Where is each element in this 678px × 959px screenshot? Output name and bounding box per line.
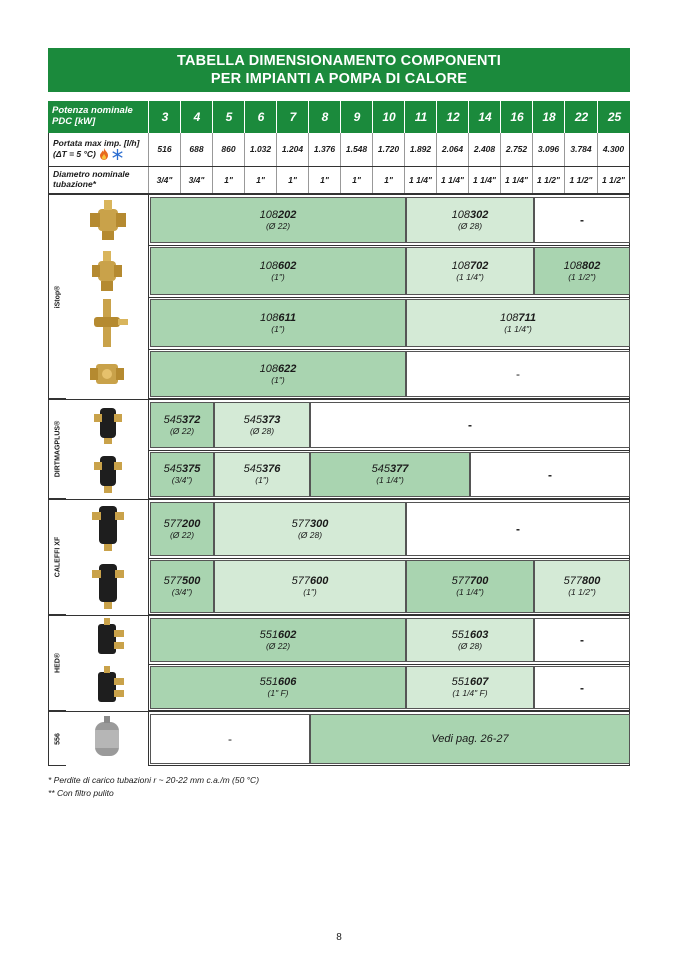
title-line-1: TABELLA DIMENSIONAMENTO COMPONENTI [177,53,501,69]
flow-value: 516 [148,133,180,166]
code-suffix: 377 [390,463,409,475]
product-spec: (Ø 22) [265,640,291,651]
power-label-line2: PDC [kW] [52,116,96,127]
diameter-value: 1" [212,167,244,193]
expansion-vessel-icon [66,712,149,766]
power-value: 14 [468,101,501,133]
diameter-value: 3/4" [148,167,180,193]
istop-group [48,194,630,399]
product-row [66,245,629,298]
product-cell [406,666,534,709]
hed-group [48,615,630,711]
product-row [66,349,629,399]
power-header-label [52,105,148,127]
code-suffix: 602 [278,628,297,641]
product-row [66,664,629,711]
product-cell [406,247,534,295]
product-cell [150,197,406,243]
flow-value: 2.752 [500,133,532,166]
code-prefix: 577 [291,517,310,530]
code-prefix: 545 [243,463,262,475]
group-label [49,400,67,498]
product-cell [406,560,534,613]
code-prefix: 577 [563,575,582,587]
code-prefix: 551 [259,676,278,688]
code-prefix: 108 [259,259,278,272]
flow-label-line2: (ΔT = 5 °C) [53,149,96,159]
product-cell [150,351,406,397]
group-label-text: DIRTMAGPLUS® [54,420,61,478]
flow-value: 1.032 [244,133,276,166]
diameter-value: 1 1/4" [500,167,532,193]
diameter-value: 1 1/2" [564,167,597,193]
product-spec: (Ø 22) [169,425,195,436]
group-label [49,712,67,765]
code-prefix: 108 [259,208,278,221]
code-suffix: 606 [278,676,297,688]
power-header-row [48,101,630,133]
code-suffix: 602 [278,259,297,272]
code-prefix: 108 [563,259,582,272]
diameter-value: 1" [308,167,340,193]
filter-icon [66,500,149,558]
product-cell [150,452,214,497]
code-suffix: 607 [470,676,489,688]
flow-value: 1.204 [276,133,308,166]
group-label-text: HED® [54,653,61,673]
diameter-value: 1" [244,167,276,193]
valve-with-drain-icon [66,297,149,349]
code-prefix: 551 [451,676,470,688]
ball-valve-icon [66,245,149,297]
power-value: 7 [276,101,309,133]
page-reference: Vedi pag. 26-27 [431,733,509,745]
product-cell [534,247,630,295]
product-row [66,195,629,246]
power-value: 3 [148,101,181,133]
product-cell [406,197,534,243]
dash: - [580,633,584,647]
diameter-value: 1 1/2" [532,167,564,193]
code-suffix: 603 [470,628,489,641]
product-row [66,400,629,451]
group-label [49,195,67,398]
diameter-value: 1" [372,167,404,193]
group-label [49,616,67,710]
product-spec: (1 1/4") [456,271,484,282]
snowflake-icon [112,149,123,160]
empty-cell [534,197,630,243]
product-spec: (1") [271,271,285,282]
footnote-2: ** Con filtro pulito [48,788,114,798]
product-spec: (1") [271,323,285,334]
product-row [66,297,629,350]
product-row [66,558,629,615]
product-cell [214,452,310,497]
diameter-row [48,167,630,194]
page-number: 8 [336,932,342,943]
power-value: 10 [372,101,405,133]
product-cell [150,560,214,613]
code-prefix: 545 [243,413,262,426]
product-spec: (1") [255,475,269,485]
code-prefix: 108 [500,311,519,324]
product-row [66,616,629,665]
power-value: 4 [180,101,213,133]
empty-cell [534,618,630,662]
diameter-value: 1" [276,167,308,193]
product-spec: (1 1/4") [456,587,484,597]
flame-icon [99,148,109,160]
code-suffix: 611 [278,311,296,324]
flow-value: 2.408 [468,133,500,166]
code-suffix: 372 [182,413,201,426]
product-spec: (1 1/4" F) [452,688,488,698]
diameter-value: 3/4" [180,167,212,193]
code-prefix: 108 [260,311,279,324]
product-row [66,450,629,499]
dash: - [580,680,584,695]
ball-valve-icon [66,195,149,245]
group-label-text: iStop® [54,285,61,308]
power-value: 11 [404,101,437,133]
product-cell [150,618,406,662]
power-value: 16 [500,101,533,133]
product-spec: (1") [303,587,317,597]
product-spec: (1 1/2") [568,587,596,597]
flow-value: 3.784 [564,133,597,166]
code-suffix: 802 [582,259,601,272]
title-line-2: PER IMPIANTI A POMPA DI CALORE [210,71,468,87]
expansion-vessel-group [48,711,630,766]
product-spec: (Ø 28) [457,640,483,651]
dash: - [516,522,520,536]
empty-cell [310,402,630,448]
flow-value: 1.376 [308,133,340,166]
code-suffix: 702 [470,259,489,272]
code-suffix: 376 [262,463,281,475]
code-prefix: 551 [259,628,278,641]
code-suffix: 202 [278,208,297,221]
product-cell [150,502,214,556]
product-spec: (Ø 28) [249,425,275,436]
power-value: 22 [564,101,598,133]
code-prefix: 108 [259,362,278,375]
flow-value: 1.548 [340,133,372,166]
dirt-separator-icon [66,450,149,499]
product-cell [150,402,214,448]
product-cell [150,299,406,347]
product-cell [214,560,406,613]
code-prefix: 108 [451,208,470,221]
code-suffix: 500 [182,575,201,587]
code-prefix: 577 [451,575,470,587]
product-row [66,712,629,766]
flow-value: 1.892 [404,133,436,166]
product-cell [406,299,630,347]
flow-rate-row [48,133,630,167]
hydraulic-separator-icon [66,616,149,664]
flow-value: 1.720 [372,133,404,166]
empty-cell [150,714,310,764]
flow-value: 860 [212,133,244,166]
flow-value: 4.300 [597,133,629,166]
page-reference-cell [310,714,630,764]
product-cell [406,618,534,662]
code-suffix: 302 [470,208,489,221]
code-suffix: 700 [470,575,489,587]
flow-value: 688 [180,133,212,166]
flow-value: 3.096 [532,133,564,166]
product-cell [214,402,310,448]
product-cell [150,247,406,295]
empty-cell [470,452,630,497]
footnote-1: * Perdite di carico tubazioni r ~ 20-22 mm c.a./m (50 °C) [48,775,260,785]
code-prefix: 551 [451,628,470,641]
dirt-separator-icon [66,400,149,450]
dash: - [516,367,520,381]
page-title [48,48,630,92]
diameter-label-line1: Diametro nominale [53,169,130,179]
dash: - [548,467,552,482]
code-prefix: 577 [163,575,182,587]
power-label-line1: Potenza nominale [52,105,133,116]
group-label-text: 556 [54,732,61,745]
fitting-icon [66,349,149,399]
product-spec: (1") [271,374,285,385]
filter-icon [66,558,149,615]
diameter-label [53,169,130,189]
empty-cell [406,502,630,556]
group-label [49,500,67,614]
code-suffix: 600 [310,575,329,587]
product-row [66,500,629,559]
code-prefix: 545 [371,463,390,475]
dash: - [228,732,232,746]
product-cell [310,452,470,497]
code-suffix: 373 [262,413,281,426]
group-label-text: CALEFFI XF [54,536,61,578]
product-cell [534,560,630,613]
power-value: 9 [340,101,373,133]
power-value: 5 [212,101,245,133]
diameter-value: 1 1/4" [468,167,500,193]
empty-cell [534,666,630,709]
product-spec: (Ø 28) [297,529,323,540]
diameter-label-line2: tubazione* [53,179,96,189]
dirtmagplus-group [48,399,630,499]
product-spec: (Ø 22) [169,529,195,540]
code-suffix: 375 [182,463,201,475]
code-prefix: 545 [163,463,182,475]
code-prefix: 108 [451,259,470,272]
diameter-value: 1 1/2" [597,167,629,193]
flow-value: 2.064 [436,133,468,166]
empty-cell [406,351,630,397]
product-cell [150,666,406,709]
code-suffix: 711 [518,311,536,324]
code-prefix: 577 [291,575,310,587]
diameter-value: 1" [340,167,372,193]
product-spec: (1" F) [267,688,289,698]
product-cell [214,502,406,556]
diameter-value: 1 1/4" [436,167,468,193]
code-suffix: 622 [278,362,297,375]
code-suffix: 200 [182,517,201,530]
product-spec: (1 1/4") [504,323,532,334]
flow-rate-label [53,138,139,160]
code-prefix: 577 [163,517,182,530]
code-suffix: 300 [310,517,329,530]
power-value: 12 [436,101,469,133]
dash: - [580,213,584,227]
product-spec: (1 1/4") [376,475,404,485]
power-value: 8 [308,101,341,133]
power-value: 25 [597,101,631,133]
hydraulic-separator-icon [66,664,149,711]
diameter-value: 1 1/4" [404,167,436,193]
product-spec: (3/4") [171,475,193,485]
product-spec: (1 1/2") [568,271,596,282]
flow-label-line1: Portata max imp. [l/h] [53,138,140,148]
power-value: 18 [532,101,565,133]
code-suffix: 800 [582,575,601,587]
product-spec: (Ø 22) [265,220,291,231]
code-prefix: 545 [163,413,182,426]
caleffi-xf-group [48,499,630,615]
product-spec: (Ø 28) [457,220,483,231]
power-value: 6 [244,101,277,133]
product-spec: (3/4") [171,587,193,597]
dash: - [468,418,472,432]
